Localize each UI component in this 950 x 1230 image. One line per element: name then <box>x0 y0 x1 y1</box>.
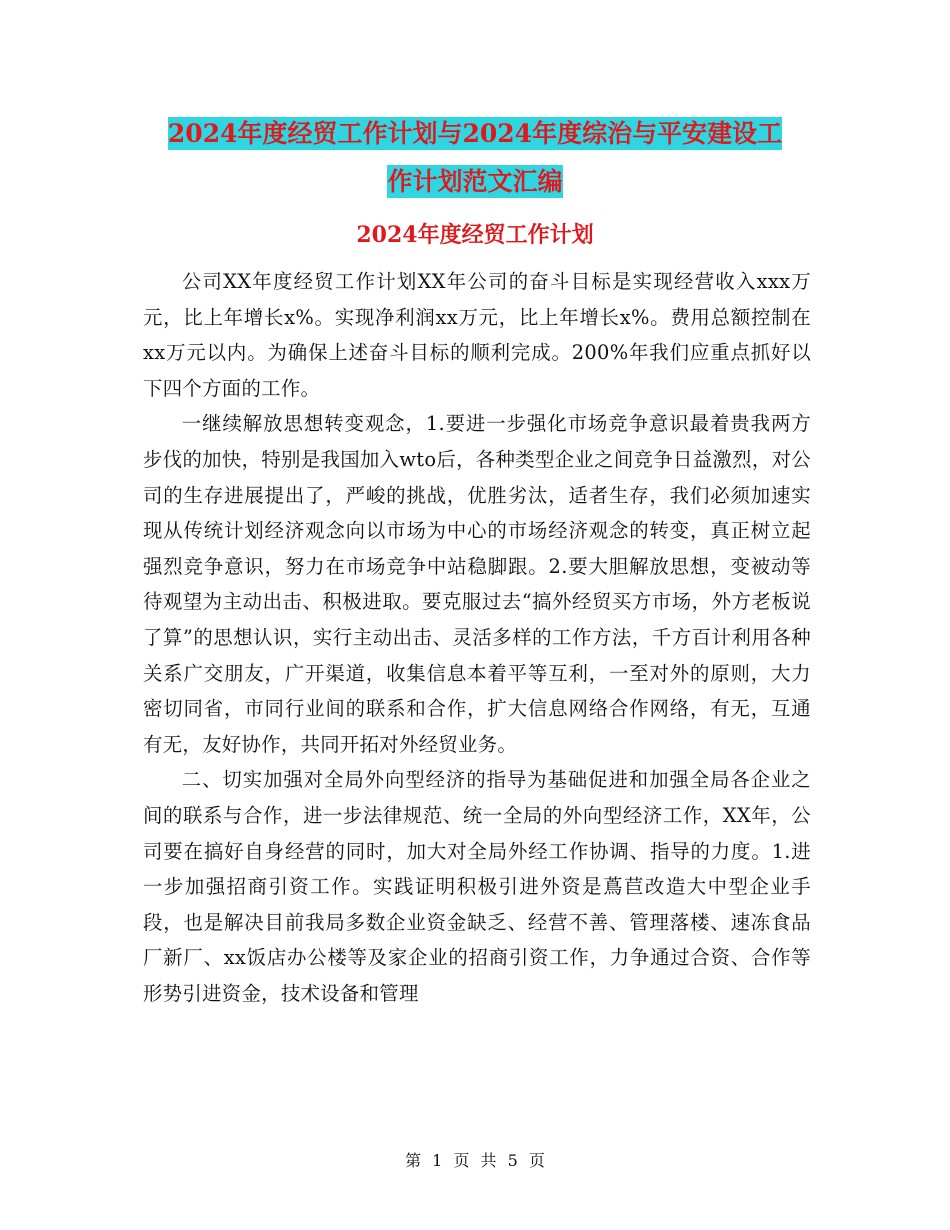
section-title: 2024年度经贸工作计划 <box>356 222 594 248</box>
document-title-line2: 作计划范文汇编 <box>387 167 563 196</box>
document-title <box>0 110 950 206</box>
paragraph-section-1: 一继续解放思想转变观念，1.要进一步强化市场竞争意识最着贵我两方步伐的加快，特别是我国加入wto后，各种类型企业之间竞争日益激烈，对公司的生存进展提出了，严峻的挑战，优胜劣汰，适者生存，我们必须加速实现从传统计划经济观念向以市场为中心的市场经济观念的转变，真正树立起强烈竞争意识，努力在市场竞争中站稳脚跟。2.要大胆解放思想，变被动等待观望为主动出击、积极进取。要克服过去“搞外经贸买方市场，外方老板说了算”的思想认识，实行主动出击、灵活多样的工作方法，千方百计利用各种关系广交朋友，广开渠道，收集信息本着平等互利，一至对外的原则，大力密切同省，市同行业间的联系和合作，扩大信息网络合作网络，有无，互通有无，友好协作，共同开拓对外经贸业务。 <box>143 412 811 756</box>
document-title-line1: 2024年度经贸工作计划与2024年度综治与平安建设工 <box>167 119 783 148</box>
document-body <box>143 264 811 1011</box>
paragraph-intro: 公司XX年度经贸工作计划XX年公司的奋斗目标是实现经营收入xxx万元，比上年增长x%。实现净利润xx万元，比上年增长x%。费用总额控制在xx万元以内。为确保上述奋斗目标的顺利完成。200%年我们应重点抓好以下四个方面的工作。 <box>143 270 811 400</box>
page-footer: 第 1 页 共 5 页 <box>405 1151 545 1170</box>
paragraph-section-2: 二、切实加强对全局外向型经济的指导为基础促进和加强全局各企业之间的联系与合作，进一步法律规范、统一全局的外向型经济工作，XX年，公司要在搞好自身经营的同时，加大对全局外经工作协调、指导的力度。1.进一步加强招商引资工作。实践证明积极引进外资是蔦苣改造大中型企业手段，也是解决目前我局多数企业资金缺乏、经营不善、管理落楼、速冻食品厂新厂、xx饭店办公楼等及家企业的招商引资工作，力争通过合资、合作等形势引进资金，技术设备和管理 <box>143 768 811 1005</box>
